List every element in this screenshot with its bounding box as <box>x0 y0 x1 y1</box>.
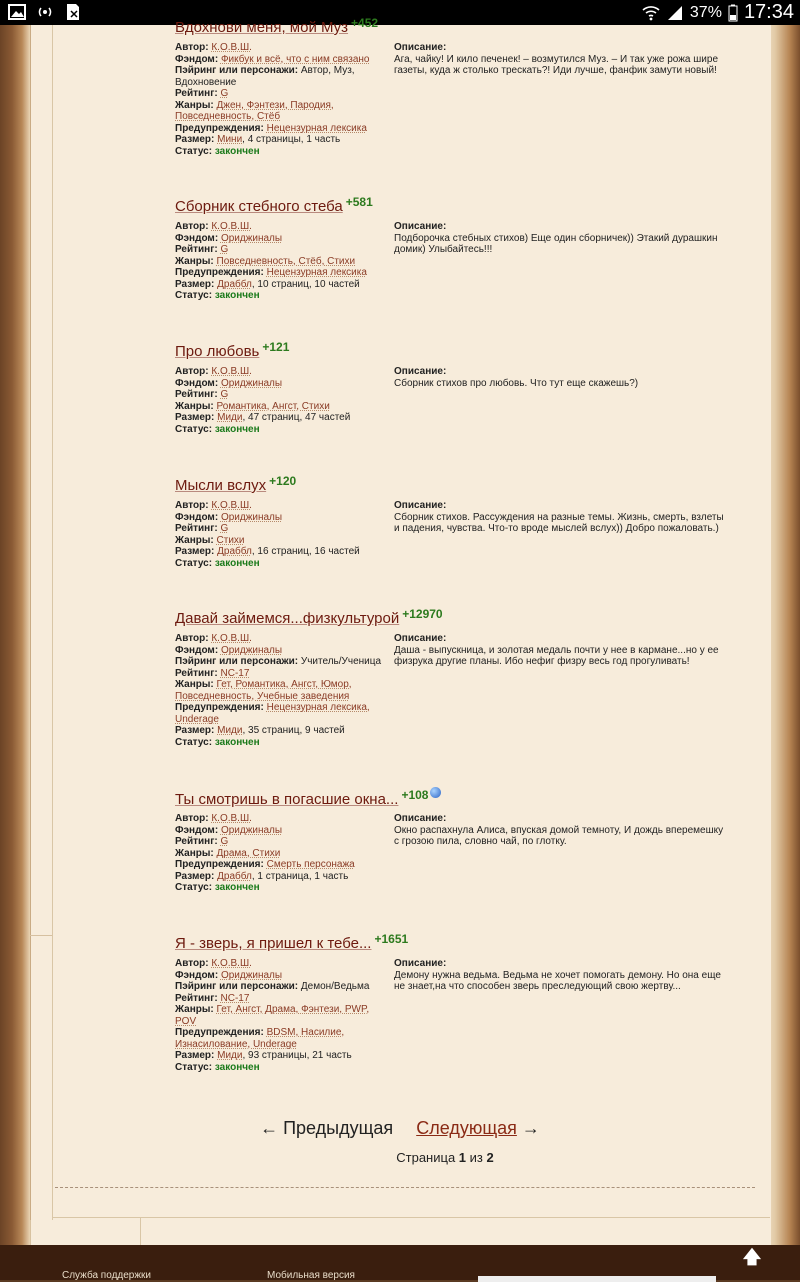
status-value: закончен <box>214 736 260 748</box>
arrow-right-icon: → <box>521 1118 540 1138</box>
label-author: Автор: <box>175 813 209 824</box>
author-link[interactable]: К.О.В.Ш. <box>211 42 252 53</box>
rating-link[interactable]: G <box>220 244 229 255</box>
description-text: Сборник стихов про любовь. Что тут еще скажешь?) <box>394 377 639 389</box>
label-status: Статус: <box>175 145 213 157</box>
label-rating: Рейтинг: <box>175 88 218 99</box>
support-link[interactable]: Служба поддержки <box>62 1270 152 1281</box>
size-link[interactable]: Миди <box>217 725 243 736</box>
entry-meta <box>175 813 390 894</box>
size-details: , 47 страниц, 47 частей <box>242 412 351 423</box>
label-fandom: Фэндом: <box>175 53 219 65</box>
entry-title-link[interactable]: Вдохнови меня, мой Муз <box>175 19 349 36</box>
label-author: Автор: <box>175 958 209 969</box>
size-details: , 10 страниц, 10 частей <box>251 278 360 290</box>
pairing-value: Учитель/Ученица <box>300 656 382 667</box>
genres-links[interactable]: Стихи <box>216 534 245 546</box>
label-genres: Жанры: <box>175 534 214 546</box>
entry-description <box>394 813 724 848</box>
description-text: Демону нужна ведьма. Ведьма не хочет помогать демону. Но она еще не знает,на что способен зверь преследующий свою жертву... <box>394 969 721 992</box>
pagination <box>0 1118 800 1139</box>
entry-title-link[interactable]: Я - зверь, я пришел к тебе... <box>175 935 372 952</box>
entry-title-link[interactable]: Давай займемся...физкультурой <box>175 610 400 627</box>
entry-score: +12970 <box>402 607 443 621</box>
page-border <box>30 25 31 1220</box>
hotspot-icon <box>36 3 54 21</box>
description-text: Окно распахнула Алиса, впуская домой темноту, И дождь вперемешку с грозою пила, словно чай, по глотку. <box>394 824 724 847</box>
battery-icon <box>728 4 738 22</box>
label-rating: Рейтинг: <box>175 244 218 255</box>
label-genres: Жанры: <box>175 679 214 690</box>
label-status: Статус: <box>175 290 213 301</box>
label-author: Автор: <box>175 633 209 644</box>
label-warnings: Предупреждения: <box>175 267 264 278</box>
entry-meta <box>175 633 390 748</box>
entry-description <box>394 633 724 668</box>
entry-title-link[interactable]: Ты смотришь в погасшие окна... <box>175 791 399 808</box>
fandom-link[interactable]: Ориджиналы <box>220 969 283 981</box>
genres-links[interactable]: Драма, Стихи <box>216 847 281 859</box>
size-details: , 1 страница, 1 часть <box>251 870 349 882</box>
entry-score: +121 <box>262 340 290 354</box>
fandom-link[interactable]: Ориджиналы <box>220 511 283 523</box>
page-column-divider <box>52 25 53 1220</box>
fanfic-entry <box>175 195 725 301</box>
status-value: закончен <box>214 290 260 301</box>
label-rating: Рейтинг: <box>175 523 218 534</box>
rating-link[interactable]: NC-17 <box>220 992 250 1004</box>
description-text: Сборник стихов. Рассуждения на разные темы. Жизнь, смерть, взлеты и падения, чувства. Что-то вроде мыслей вслух)) Добро пожаловать.) <box>394 511 724 534</box>
label-size: Размер: <box>175 870 215 882</box>
size-link[interactable]: Драббл <box>217 870 252 882</box>
warnings-links[interactable]: BDSM, Насилие, Изнасилование, Underage <box>175 1027 345 1050</box>
size-link[interactable]: Драббл <box>217 546 252 557</box>
label-status: Статус: <box>175 557 213 569</box>
prev-page-label: Предыдущая <box>283 1118 394 1138</box>
size-link[interactable]: Мини <box>217 134 243 145</box>
size-details: , 93 страницы, 21 часть <box>242 1050 352 1061</box>
label-genres: Жанры: <box>175 1004 214 1015</box>
label-size: Размер: <box>175 278 215 290</box>
wifi-icon <box>642 4 660 22</box>
entry-score: +452 <box>351 16 379 30</box>
entry-description <box>394 366 724 389</box>
label-warnings: Предупреждения: <box>175 859 264 870</box>
size-details: , 16 страниц, 16 частей <box>251 546 360 557</box>
total-pages: 2 <box>486 1150 494 1165</box>
entry-title-link[interactable]: Сборник стебного стеба <box>175 198 343 215</box>
label-author: Автор: <box>175 221 209 232</box>
label-description: Описание: <box>394 500 447 511</box>
genres-links[interactable]: Гет, Романтика, Ангст, Юмор, Повседневность, Учебные заведения <box>175 679 352 702</box>
arrow-left-icon: ← <box>260 1118 279 1138</box>
page-counter <box>0 1150 800 1165</box>
label-warnings: Предупреждения: <box>175 122 264 134</box>
fandom-link[interactable]: Ориджиналы <box>220 644 283 656</box>
fanfic-entry <box>175 788 725 893</box>
fandom-link[interactable]: Ориджиналы <box>220 824 283 836</box>
rating-link[interactable]: G <box>220 836 229 847</box>
author-link[interactable]: К.О.В.Ш. <box>211 500 252 511</box>
fanfic-entry <box>175 474 725 569</box>
no-sim-icon <box>64 3 82 21</box>
label-status: Статус: <box>175 736 213 748</box>
entry-title-link[interactable]: Мысли вслух <box>175 477 267 494</box>
signal-icon <box>666 4 684 22</box>
of-word: из <box>469 1150 483 1165</box>
label-size: Размер: <box>175 134 215 145</box>
entry-title-link[interactable]: Про любовь <box>175 343 260 360</box>
globe-icon <box>430 787 441 798</box>
author-link[interactable]: К.О.В.Ш. <box>211 813 252 824</box>
label-author: Автор: <box>175 366 209 377</box>
entry-description <box>394 500 724 535</box>
label-description: Описание: <box>394 633 447 644</box>
label-fandom: Фэндом: <box>175 232 219 244</box>
label-genres: Жанры: <box>175 847 214 859</box>
dotted-divider <box>55 1187 755 1188</box>
rating-link[interactable]: G <box>220 389 229 400</box>
label-warnings: Предупреждения: <box>175 702 264 713</box>
status-value: закончен <box>214 145 260 157</box>
warnings-links[interactable]: Смерть персонажа <box>266 859 355 870</box>
footer <box>0 1245 800 1280</box>
size-link[interactable]: Миди <box>217 1050 243 1061</box>
status-value: закончен <box>214 882 260 893</box>
entry-score: +581 <box>345 195 373 209</box>
entry-meta <box>175 500 390 569</box>
mobile-version-link[interactable]: Мобильная версия <box>267 1270 355 1281</box>
genres-links[interactable]: Повседневность, Стёб, Стихи <box>216 255 356 267</box>
genres-links[interactable]: Гет, Ангст, Драма, Фэнтези, PWP, POV <box>175 1004 370 1027</box>
size-details: , 35 страниц, 9 частей <box>242 725 345 736</box>
label-pairing: Пэйринг или персонажи: <box>175 65 299 76</box>
fanfic-entry <box>175 932 725 1073</box>
fanfic-entry <box>175 16 725 157</box>
label-status: Статус: <box>175 882 213 893</box>
label-size: Размер: <box>175 546 215 557</box>
label-description: Описание: <box>394 366 447 377</box>
entry-score: +108 <box>401 788 429 802</box>
label-size: Размер: <box>175 412 215 423</box>
page-word: Страница <box>396 1150 456 1165</box>
warnings-links[interactable]: Нецензурная лексика, Underage <box>175 702 370 725</box>
entry-score: +120 <box>269 474 297 488</box>
label-status: Статус: <box>175 1061 213 1073</box>
rating-link[interactable]: G <box>220 523 229 534</box>
label-fandom: Фэндом: <box>175 377 219 389</box>
label-pairing: Пэйринг или персонажи: <box>175 656 299 667</box>
entry-description <box>394 42 724 77</box>
pairing-value: Демон/Ведьма <box>300 981 370 992</box>
label-warnings: Предупреждения: <box>175 1027 264 1038</box>
author-link[interactable]: К.О.В.Ш. <box>211 366 252 377</box>
status-value: закончен <box>214 1061 260 1073</box>
fanfic-entry <box>175 607 725 748</box>
status-value: закончен <box>214 557 260 569</box>
label-size: Размер: <box>175 725 215 736</box>
entry-meta <box>175 42 390 157</box>
fandom-link[interactable]: Ориджиналы <box>220 377 283 389</box>
label-genres: Жанры: <box>175 255 214 267</box>
author-link[interactable]: К.О.В.Ш. <box>211 633 252 644</box>
author-link[interactable]: К.О.В.Ш. <box>211 221 252 232</box>
genres-links[interactable]: Романтика, Ангст, Стихи <box>216 400 330 412</box>
page-bottom-divider <box>140 1217 141 1245</box>
fanfic-entry <box>175 340 725 435</box>
next-page-link[interactable]: Следующая <box>416 1118 517 1138</box>
label-genres: Жанры: <box>175 99 214 111</box>
label-rating: Рейтинг: <box>175 836 218 847</box>
label-author: Автор: <box>175 42 209 53</box>
label-fandom: Фэндом: <box>175 824 219 836</box>
battery-level: 37% <box>689 3 722 21</box>
divider <box>30 935 52 936</box>
label-description: Описание: <box>394 958 447 969</box>
size-link[interactable]: Драббл <box>217 278 252 290</box>
entry-meta <box>175 366 390 435</box>
label-fandom: Фэндом: <box>175 511 219 523</box>
search-input[interactable] <box>478 1276 716 1282</box>
warnings-links[interactable]: Нецензурная лексика <box>266 267 367 278</box>
size-link[interactable]: Миди <box>217 412 243 423</box>
label-status: Статус: <box>175 423 213 435</box>
current-page: 1 <box>458 1150 467 1165</box>
entry-description <box>394 958 724 993</box>
pairing-value: Автор, Муз, Вдохновение <box>175 65 355 88</box>
genres-links[interactable]: Джен, Фэнтези, Пародия, Повседневность, Стёб <box>175 99 334 122</box>
warnings-links[interactable]: Нецензурная лексика <box>266 122 367 134</box>
fandom-link[interactable]: Ориджиналы <box>220 232 283 244</box>
label-pairing: Пэйринг или персонажи: <box>175 981 299 992</box>
label-rating: Рейтинг: <box>175 389 218 400</box>
label-rating: Рейтинг: <box>175 667 218 679</box>
label-genres: Жанры: <box>175 400 214 412</box>
rating-link[interactable]: G <box>220 88 229 99</box>
label-rating: Рейтинг: <box>175 992 218 1004</box>
scroll-up-icon[interactable]: 🡅 <box>742 1247 762 1267</box>
gallery-icon <box>8 3 26 21</box>
label-fandom: Фэндом: <box>175 969 219 981</box>
label-author: Автор: <box>175 500 209 511</box>
label-description: Описание: <box>394 813 447 824</box>
label-description: Описание: <box>394 42 447 53</box>
label-description: Описание: <box>394 221 447 232</box>
entry-meta <box>175 958 390 1073</box>
prev-page <box>260 1118 393 1138</box>
description-text: Ага, чайку! И кило печенек! – возмутился Муз. – И так уже рожа шире газеты, куда ж столько трескать?! Иди лучше, фанфик замути новый! <box>394 53 719 76</box>
entry-meta <box>175 221 390 302</box>
entry-score: +1651 <box>374 932 409 946</box>
label-fandom: Фэндом: <box>175 644 219 656</box>
page-bottom-line <box>52 1217 770 1218</box>
fandom-link[interactable]: Фикбук и всё, что с ним связано <box>220 53 370 65</box>
author-link[interactable]: К.О.В.Ш. <box>211 958 252 969</box>
label-size: Размер: <box>175 1050 215 1061</box>
status-value: закончен <box>214 423 260 435</box>
description-text: Подборочка стебных стихов) Еще один сборничек)) Этакий дурашкин домик) Улыбайтесь!!! <box>394 232 718 255</box>
clock: 17:34 <box>743 1 794 23</box>
entry-description <box>394 221 724 256</box>
rating-link[interactable]: NC-17 <box>220 667 250 679</box>
description-text: Даша - выпускница, и золотая медаль почти у нее в кармане...но у ее физрука другие планы. Ибо нефиг физру весь год прогуливать! <box>394 644 719 667</box>
size-details: , 4 страницы, 1 часть <box>242 134 341 145</box>
